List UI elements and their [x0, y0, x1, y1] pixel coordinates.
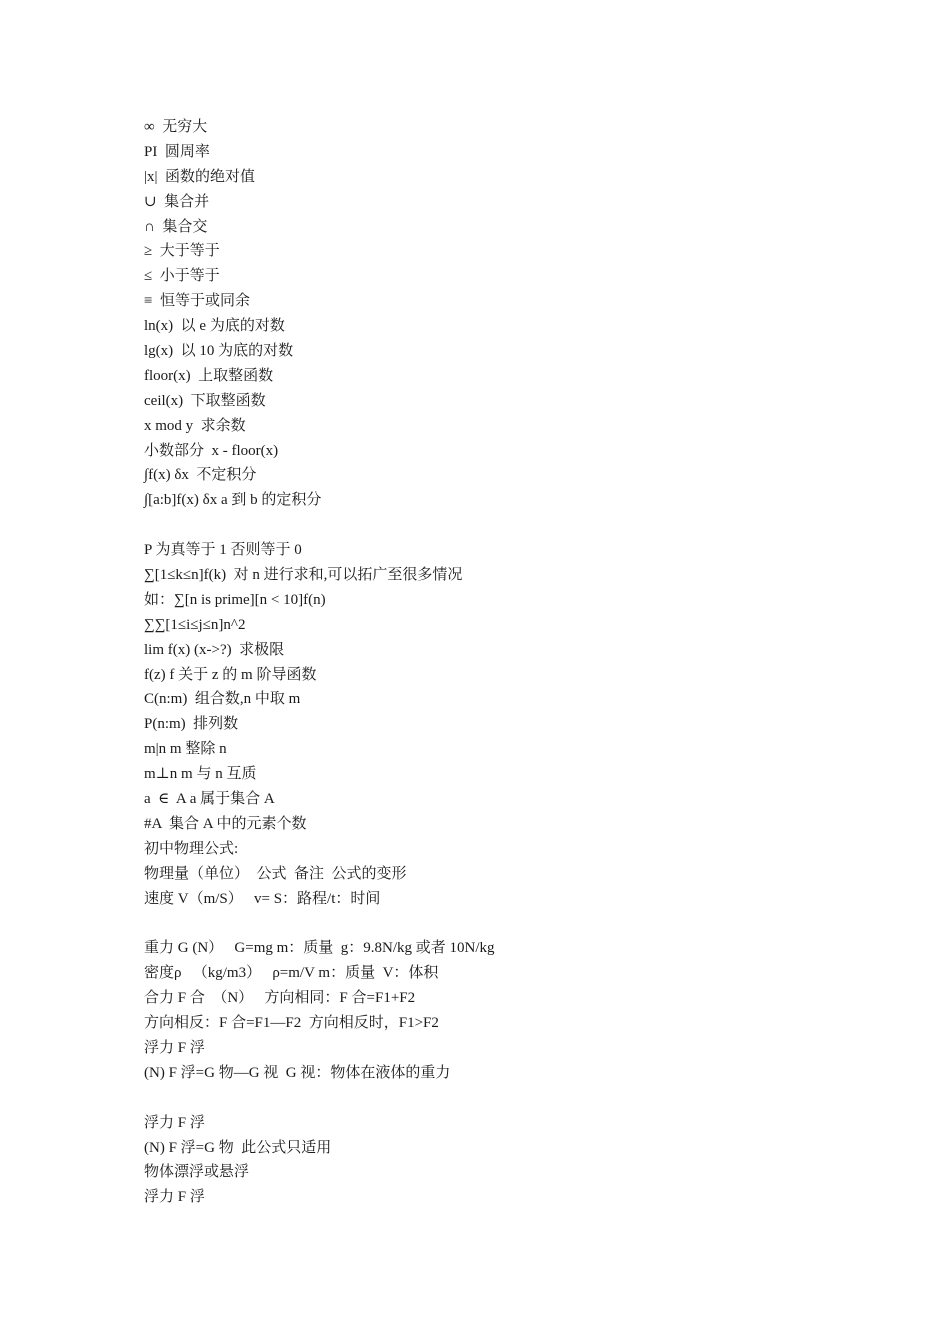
text-line: 重力 G (N） G=mg m：质量 g：9.8N/kg 或者 10N/kg — [144, 940, 495, 957]
text-line: ln(x) 以 e 为底的对数 — [144, 318, 285, 335]
text-line: 初中物理公式: — [144, 840, 239, 857]
text-line: 浮力 F 浮 — [144, 1189, 205, 1206]
text-line: 如：∑[n is prime][n < 10]f(n) — [144, 591, 326, 608]
document-page — [144, 115, 844, 1210]
text-line: ≥ 大于等于 — [144, 243, 220, 260]
text-line: (N) F 浮=G 物 此公式只适用 — [144, 1139, 332, 1156]
text-line: ∑[1≤k≤n]f(k) 对 n 进行求和,可以拓广至很多情况 — [144, 567, 463, 584]
text-line: 小数部分 x - floor(x) — [144, 442, 279, 459]
text-line: |x| 函数的绝对值 — [144, 168, 256, 185]
text-line: 密度ρ （kg/m3） ρ=m/V m：质量 V：体积 — [144, 965, 439, 982]
text-line: 合力 F 合 （N） 方向相同：F 合=F1+F2 — [144, 990, 416, 1007]
text-line: ceil(x) 下取整函数 — [144, 392, 266, 409]
text-line: 浮力 F 浮 — [144, 1039, 205, 1056]
text-line: floor(x) 上取整函数 — [144, 367, 274, 384]
text-line: ≡ 恒等于或同余 — [144, 293, 250, 310]
text-line: 物体漂浮或悬浮 — [144, 1164, 250, 1181]
text-line: 速度 V（m/S） v= S：路程/t：时间 — [144, 890, 381, 907]
text-line: 浮力 F 浮 — [144, 1114, 205, 1131]
blank-line — [144, 912, 844, 937]
text-line: m|n m 整除 n — [144, 741, 227, 758]
text-line: ∫f(x) δx 不定积分 — [144, 467, 257, 484]
text-line: ∪ 集合并 — [144, 193, 210, 210]
text-line: #A 集合 A 中的元素个数 — [144, 815, 307, 832]
text-line: lim f(x) (x->?) 求极限 — [144, 641, 285, 658]
text-line: ∫[a:b]f(x) δx a 到 b 的定积分 — [144, 492, 322, 509]
blank-line — [144, 1086, 844, 1111]
text-line: ∑∑[1≤i≤j≤n]n^2 — [144, 616, 246, 633]
text-line: PI 圆周率 — [144, 143, 210, 160]
text-line: (N) F 浮=G 物—G 视 G 视：物体在液体的重力 — [144, 1064, 451, 1081]
text-line: ∩ 集合交 — [144, 218, 208, 235]
text-line: P 为真等于 1 否则等于 0 — [144, 542, 302, 559]
text-line: C(n:m) 组合数,n 中取 m — [144, 691, 301, 708]
blank-line — [144, 513, 844, 538]
text-line: ≤ 小于等于 — [144, 268, 220, 285]
text-line: a ∈ A a 属于集合 A — [144, 791, 275, 808]
text-line: 物理量（单位） 公式 备注 公式的变形 — [144, 865, 407, 882]
text-line: ∞ 无穷大 — [144, 119, 208, 135]
text-line: f(z) f 关于 z 的 m 阶导函数 — [144, 666, 317, 683]
text-line: 方向相反：F 合=F1—F2 方向相反时，F1>F2 — [144, 1015, 439, 1032]
text-line: m⊥n m 与 n 互质 — [144, 766, 257, 783]
text-line: lg(x) 以 10 为底的对数 — [144, 343, 294, 360]
text-line: x mod y 求余数 — [144, 417, 246, 434]
text-line: P(n:m) 排列数 — [144, 716, 239, 733]
